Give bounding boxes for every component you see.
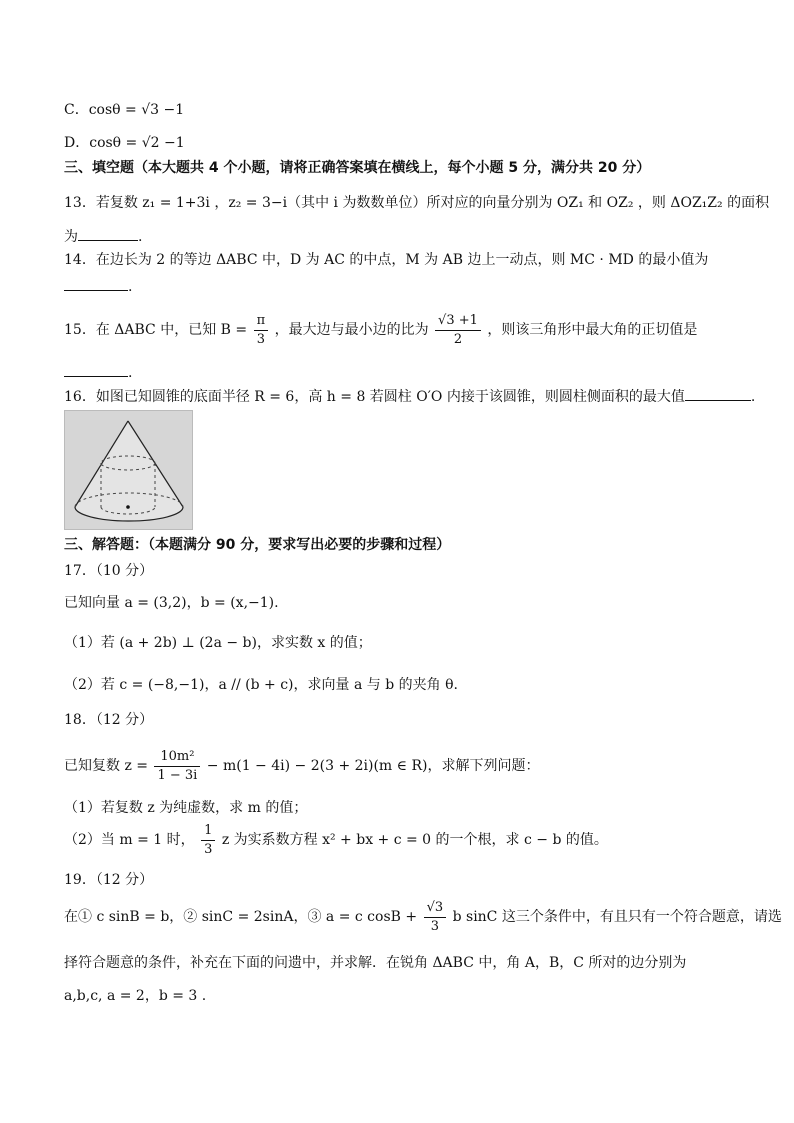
question-19-head: 19．（12 分） [64,872,154,888]
q15-prefix: 15．在 ΔABC 中，已知 B = [64,322,248,338]
question-16 [64,386,755,407]
question-17-part1: （1）若 (a + 2b) ⊥ (2a − b)，求实数 x 的值； [64,635,372,651]
question-14-line1: 14．在边长为 2 的等边 ΔABC 中，D 为 AC 的中点，M 为 AB 边上一动点，则 MC · MD 的最小值为 [64,252,709,268]
q19-fraction-denominator: 3 [430,918,439,934]
q16-text: 16．如图已知圆锥的底面半径 R = 6，高 h = 8 若圆柱 O′O 内接于该圆锥，则圆柱侧面积的最大值 [64,389,685,405]
option-d: D．cosθ = √2 −1 [64,135,185,151]
q18-suffix: − m(1 − 4i) − 2(3 + 2i)(m ∈ R)，求解下列问题： [206,758,540,774]
base-center-dot [126,505,130,509]
q13-answer-blank[interactable] [78,226,138,241]
question-14-line2 [64,276,132,297]
q18-prefix: 已知复数 z = [64,758,149,774]
q13-period: . [138,229,143,245]
q16-period: . [750,389,756,405]
question-13-line2 [64,226,142,247]
q18-part2-fraction [201,822,215,859]
q14-answer-blank[interactable] [64,276,128,291]
question-17-part2: （2）若 c = (−8,−1)，a // (b + c)，求向量 a 与 b 的夹角 θ. [64,677,458,693]
q18-fraction [154,748,200,785]
question-18-head: 18．（12 分） [64,712,154,728]
question-18-part2 [64,818,608,862]
q19-fraction-numerator: √3 [424,899,447,918]
question-17-given: 已知向量 a = (3,2)，b = (x,−1). [64,595,279,611]
q15-answer-blank[interactable] [64,362,128,377]
question-18-part1: （1）若复数 z 为纯虚数，求 m 的值； [64,800,308,816]
question-15-line1 [64,308,697,352]
cone-cylinder-drawing [65,411,192,529]
q18-fraction-numerator: 10m² [154,748,200,767]
section-fill-blank-title: 三、填空题（本大题共 4 个小题，请将正确答案填在横线上，每个小题 5 分，满分共 20 分） [64,160,651,176]
section-answer-title: 三、解答题：（本题满分 90 分，要求写出必要的步骤和过程） [64,537,451,553]
q15-fraction-ratio-denominator: 2 [453,331,463,347]
question-13-line1: 13．若复数 z₁ = 1+3i ，z₂ = 3−i（其中 i 为数数单位）所对应的向量分别为 OZ₁ 和 OZ₂ ，则 ΔOZ₁Z₂ 的面积 [64,195,770,211]
question-15-line2 [64,362,132,383]
question-19-line3: a,b,c, a = 2，b = 3 . [64,988,207,1004]
q15-suffix: ，则该三角形中最大角的正切值是 [487,322,698,338]
q15-fraction-ratio [435,312,481,349]
question-17-head: 17．（10 分） [64,563,154,579]
option-c: C．cosθ = √3 −1 [64,102,185,118]
q15-fraction-ratio-numerator: √3 +1 [435,312,481,331]
q19-fraction [424,899,447,936]
q14-period: . [128,279,133,295]
q18-part2-fraction-numerator: 1 [201,822,215,841]
q16-answer-blank[interactable] [685,386,751,401]
q15-fraction-b-numerator: π [254,312,269,331]
q18-part2-suffix: z 为实系数方程 x² + bx + c = 0 的一个根，求 c − b 的值。 [221,832,608,848]
question-19-line1 [64,895,782,939]
q15-fraction-b-denominator: 3 [256,331,265,347]
question-19-line2: 择符合题意的条件，补充在下面的问遗中，并求解．在锐角 ΔABC 中，角 A，B，C 所对的边分别为 [64,955,687,971]
q18-fraction-denominator: 1 − 3i [157,767,198,783]
q18-part2-fraction-denominator: 3 [204,841,213,857]
q15-middle: ，最大边与最小边的比为 [274,322,429,338]
q18-part2-prefix: （2）当 m = 1 时， [64,832,195,848]
q19-line1-prefix: 在① c sinB = b，② sinC = 2sinA，③ a = c cosB + [64,909,418,925]
cone-cylinder-figure [64,410,193,530]
q19-line1-suffix: b sinC 这三个条件中，有且只有一个符合题意，请选 [452,909,782,925]
q15-fraction-b [254,312,269,349]
question-18-given [64,744,539,788]
q15-period: . [128,365,133,381]
q13-prefix: 为 [64,229,78,245]
